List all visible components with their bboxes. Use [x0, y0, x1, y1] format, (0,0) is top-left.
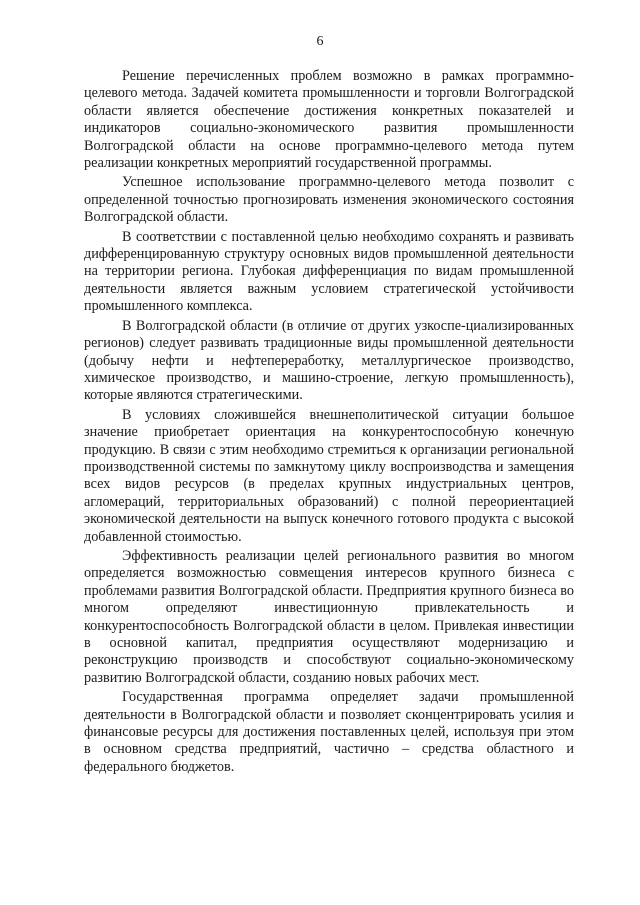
paragraph-4: В Волгоградской области (в отличие от других узкоспе-циализированных регионов) следует развивать традиционные виды промышленной деятельности (добычу нефти и нефтепереработку, металлургическое производство, химическое производство, и машино-строение, легкую промышленность), которые являются стратегическими. [84, 317, 574, 404]
paragraph-1: Решение перечисленных проблем возможно в рамках программно-целевого метода. Задачей комитета промышленности и торговли Волгоградской области является обеспечение достижения конкретных показателей и индикаторов социально-экономического развития промышленности Волгоградской области на основе программно-целевого метода путем реализации конкретных мероприятий государственной программы. [84, 68, 574, 172]
page-number: 6 [316, 34, 324, 49]
paragraph-2: Успешное использование программно-целевого метода позволит с определенной точностью прогнозировать изменения экономического состояния Волгоградской области. [84, 174, 574, 226]
paragraph-3: В соответствии с поставленной целью необходимо сохранять и развивать дифференцированную структуру основных видов промышленной деятельности на территории региона. Глубокая дифференциация по видам промышленной деятельности является важным условием стратегической устойчивости промышленного комплекса. [84, 228, 574, 315]
paragraph-6: Эффективность реализации целей регионального развития во многом определяется возможностью совмещения интересов крупного бизнеса с проблемами развития Волгоградской области. Предприятия крупного бизнеса во многом определяют инвестиционную привлекательность и конкурентоспособность Волгоградской области в целом. Привлекая инвестиции в основной капитал, предприятия осуществляют модернизацию и реконструкцию производств и способствуют социально-экономическому развитию Волгоградской области, созданию новых рабочих мест. [84, 547, 574, 686]
paragraph-7: Государственная программа определяет задачи промышленной деятельности в Волгоградской области и позволяет сконцентрировать усилия и финансовые ресурсы для достижения поставленных целей, используя при этом в основном средства предприятий, частично – средства областного и федерального бюджетов. [84, 689, 574, 775]
page-body [84, 68, 574, 778]
paragraph-5: В условиях сложившейся внешнеполитической ситуации большое значение приобретает ориентация на конкурентоспособную конечную продукцию. В связи с этим необходимо стремиться к организации региональной производственной системы по замкнутому циклу воспроизводства и замещения всех видов ресурсов (в пределах крупных индустриальных центров, агломераций, территориальных образований) с полной переориентацией экономической деятельности на выпуск конечного готового продукта с высокой добавленной стоимостью. [84, 406, 574, 545]
